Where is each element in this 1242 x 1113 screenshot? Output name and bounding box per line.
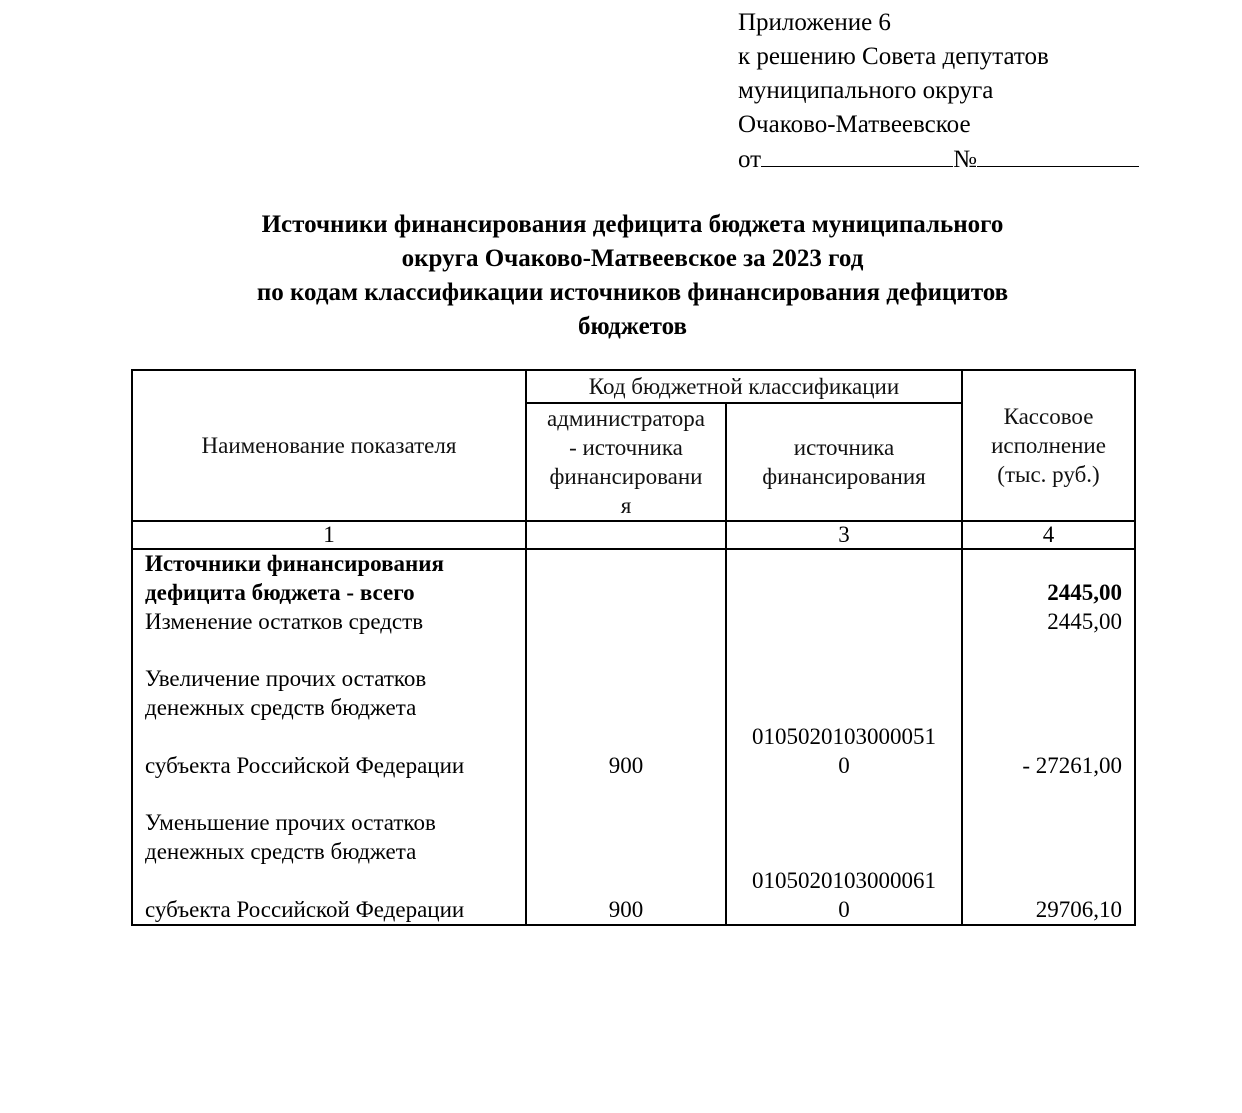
title-line-2: округа Очаково-Матвеевское за 2023 год: [401, 245, 864, 272]
change-amount: 2445,00: [1047, 608, 1122, 634]
sources-table: [131, 369, 1136, 926]
title-line-1: Источники финансирования дефицита бюджета муниципального: [261, 211, 1004, 238]
appendix-decision: к решению Совета депутатов: [738, 43, 1049, 70]
decrease-label-line-2: денежных средств бюджета: [145, 838, 417, 864]
increase-source-code-line-1: 0105020103000051: [752, 723, 936, 749]
column-number-3: 3: [726, 521, 962, 549]
date-label: от: [738, 146, 762, 173]
appendix-district-name: Очаково-Матвеевское: [738, 111, 971, 138]
increase-label-line-1: Увеличение прочих остатков: [145, 666, 427, 692]
header-name: Наименование показателя: [132, 370, 526, 521]
header-amount-line-3: (тыс. руб.): [997, 462, 1100, 487]
column-number-1: 1: [132, 521, 526, 549]
header-admin-line-3: финансировани: [549, 464, 703, 489]
source-codes: [726, 549, 962, 925]
increase-label-line-3: субъекта Российской Федерации: [145, 752, 465, 778]
decrease-source-code-line-2: 0: [838, 896, 850, 922]
header-admin-line-4: я: [620, 493, 632, 518]
decrease-label-line-3: субъекта Российской Федерации: [145, 896, 465, 922]
indicator-names: [132, 549, 526, 925]
change-label: Изменение остатков средств: [145, 608, 424, 634]
decrease-source-code-line-1: 0105020103000061: [752, 867, 936, 893]
amounts: [962, 549, 1135, 925]
header-admin-line-2: - источника: [569, 435, 683, 460]
header-source-line-2: финансирования: [762, 464, 926, 489]
total-amount: 2445,00: [1047, 579, 1122, 605]
number-blank: [977, 142, 1139, 167]
total-label-line-1: Источники финансирования: [145, 551, 444, 576]
header-amount: [962, 370, 1135, 521]
title-line-4: бюджетов: [577, 313, 688, 340]
document-title: [130, 208, 1135, 344]
header-source: [726, 403, 962, 521]
decrease-label-line-1: Уменьшение прочих остатков: [145, 810, 436, 836]
header-code-group: Код бюджетной классификации: [526, 370, 962, 403]
increase-label-line-2: денежных средств бюджета: [145, 694, 417, 720]
appendix-district: муниципального округа: [738, 77, 994, 104]
header-admin-line-1: администратора: [546, 406, 705, 431]
total-label-line-2: дефицита бюджета - всего: [145, 579, 415, 605]
number-label: №: [953, 146, 977, 173]
column-number-4: 4: [962, 521, 1135, 549]
increase-source-code-line-2: 0: [838, 752, 850, 778]
appendix-header: [738, 6, 1218, 177]
appendix-number: Приложение 6: [738, 9, 891, 36]
column-number-2: [526, 521, 726, 549]
header-administrator: [526, 403, 726, 521]
decrease-admin-code: 900: [608, 896, 644, 922]
increase-admin-code: 900: [608, 752, 644, 778]
header-amount-line-2: исполнение: [991, 433, 1106, 458]
date-blank: [761, 142, 953, 167]
appendix-date-line: [738, 142, 1218, 177]
increase-amount: - 27261,00: [1022, 752, 1122, 778]
header-source-line-1: источника: [793, 435, 895, 460]
header-amount-line-1: Кассовое: [1003, 404, 1094, 429]
administrator-codes: [526, 549, 726, 925]
decrease-amount: 29706,10: [1035, 896, 1122, 922]
title-line-3: по кодам классификации источников финансирования дефицитов: [256, 279, 1009, 306]
